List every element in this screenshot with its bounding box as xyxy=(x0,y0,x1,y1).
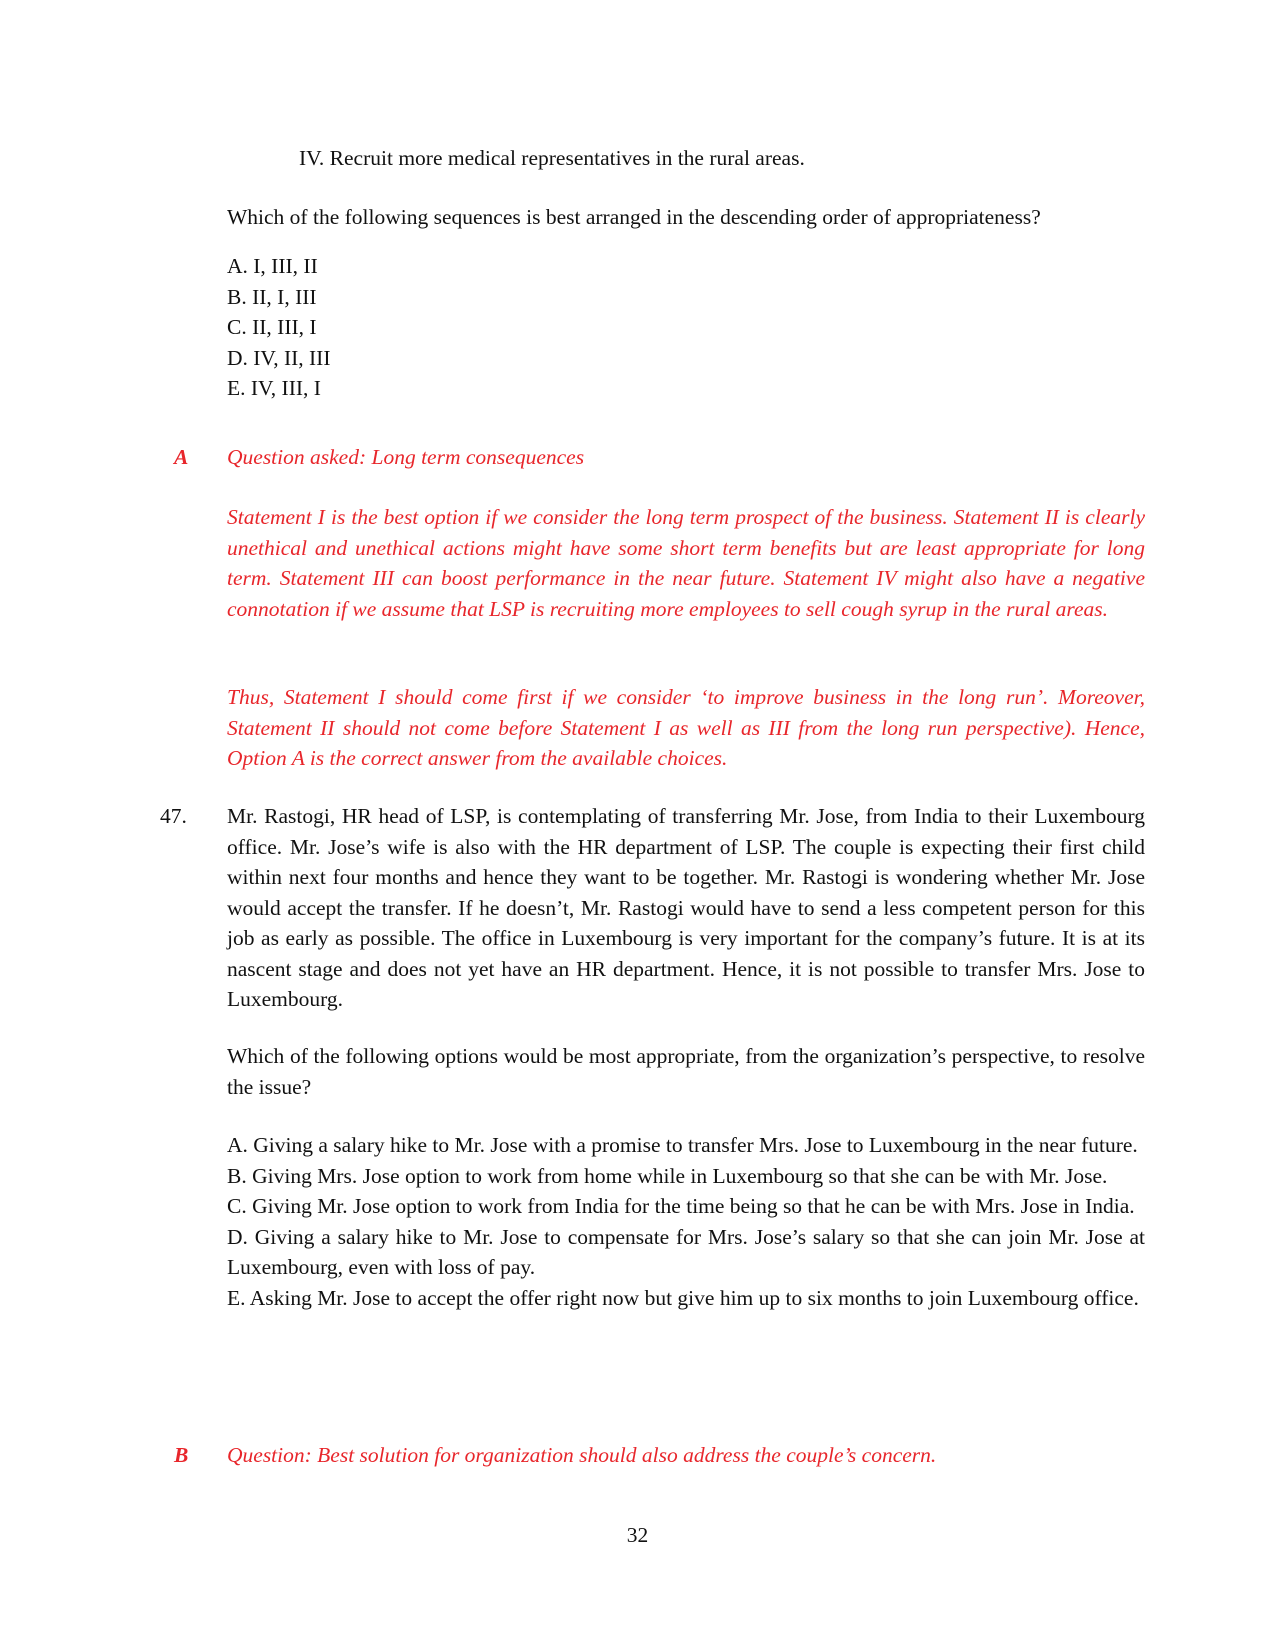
answer-marker-a: A xyxy=(174,445,189,469)
answer-a-question-asked: Question asked: Long term consequences xyxy=(227,445,585,469)
option-d: D. Giving a salary hike to Mr. Jose to compensate for Mrs. Jose’s salary so that she can join Mr. Jose at Luxembourg, even with loss of pay. xyxy=(227,1224,1145,1279)
answer-a-explanation-2: Thus, Statement I should come first if we consider ‘to improve business in the long run’. Moreover, Statement II should not come before Statement I as well as III from the long run perspective). Hence, Option A is the correct answer from the available choices. xyxy=(227,685,1145,770)
option-c: C. Giving Mr. Jose option to work from India for the time being so that he can be with Mrs. Jose in India. xyxy=(227,1194,1135,1218)
answer-b-question-asked: Question: Best solution for organization should also address the couple’s concern. xyxy=(227,1443,937,1467)
prev-question-prompt: Which of the following sequences is best arranged in the descending order of appropriateness? xyxy=(227,205,1041,229)
option-e: E. Asking Mr. Jose to accept the offer right now but give him up to six months to join Luxembourg office. xyxy=(227,1285,1139,1310)
option-b: B. Giving Mrs. Jose option to work from home while in Luxembourg so that she can be with Mr. Jose. xyxy=(227,1163,1108,1188)
option-a: A. Giving a salary hike to Mr. Jose with a promise to transfer Mrs. Jose to Luxembourg in the near future. xyxy=(227,1133,1138,1157)
question-47-prompt: Which of the following options would be most appropriate, from the organization’s perspective, to resolve the issue? xyxy=(227,1044,1145,1099)
question-47-options xyxy=(227,1130,1145,1313)
statement-iv: IV. Recruit more medical representatives in the rural areas. xyxy=(299,146,805,170)
answer-a-explanation-1: Statement I is the best option if we consider the long term prospect of the business. Statement II is clearly unethical and unethical actions might have some short term benefits but are least appropriate for long term. Statement III can boost performance in the near future. Statement IV might also have a negative connotation if we assume that LSP is recruiting more employees to sell cough syrup in the rural areas. xyxy=(227,505,1145,621)
prev-option-c: C. II, III, I xyxy=(227,315,317,339)
prev-option-a: A. I, III, II xyxy=(227,254,318,278)
answer-marker-b: B xyxy=(174,1443,189,1467)
prev-option-d: D. IV, II, III xyxy=(227,345,331,370)
prev-option-e: E. IV, III, I xyxy=(227,376,321,400)
prev-option-b: B. II, I, III xyxy=(227,284,317,309)
page-number: 32 xyxy=(626,1523,649,1547)
question-47-passage: Mr. Rastogi, HR head of LSP, is contemplating of transferring Mr. Jose, from India to their Luxembourg office. Mr. Jose’s wife is also with the HR department of LSP. The couple is expecting their first child within next four months and hence they want to be together. Mr. Rastogi is wondering whether Mr. Jose would accept the transfer. If he doesn’t, Mr. Rastogi would have to send a less competent person for this job as early as possible. The office in Luxembourg is very important for the company’s future. It is at its nascent stage and does not yet have an HR department. Hence, it is not possible to transfer Mrs. Jose to Luxembourg. xyxy=(227,804,1145,1011)
question-number: 47. xyxy=(160,804,187,828)
prev-options-list xyxy=(227,251,1145,404)
